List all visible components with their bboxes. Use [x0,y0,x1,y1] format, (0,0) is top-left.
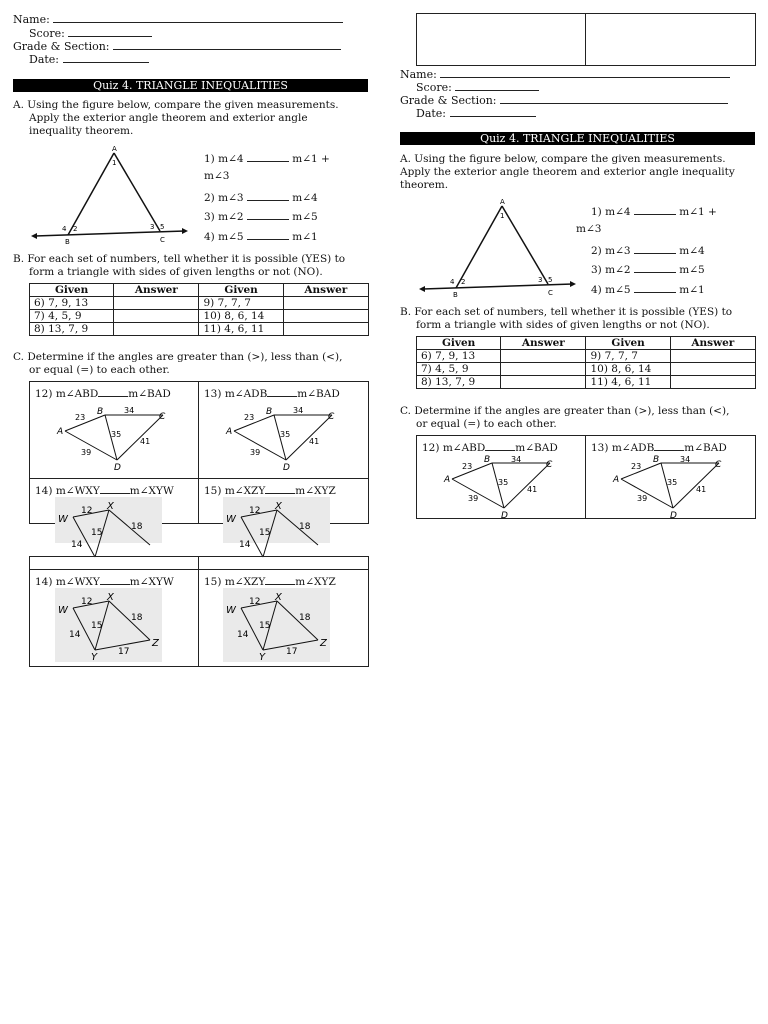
svg-text:D: D [114,463,121,473]
question-12: 12) m∠ABD m∠BAD [422,442,558,454]
answer-blank[interactable] [247,190,289,201]
answer-blank[interactable] [634,262,676,273]
svg-text:X: X [107,501,114,512]
score-box [416,13,756,66]
item-4: 4) m∠5 m∠1 [204,231,318,243]
answer-cell[interactable] [501,363,586,376]
item-2: 2) m∠3 m∠4 [204,192,318,204]
svg-text:Z: Z [152,638,159,649]
svg-text:34: 34 [293,406,304,415]
part-c-instruction: C. Determine if the angles are greater than (>), less than (<), or equal (=) to each other. [400,405,730,430]
quiz-title: Quiz 4. TRIANGLE INEQUALITIES [400,132,755,145]
svg-text:A: A [444,475,451,485]
answer-cell[interactable] [283,297,368,310]
svg-text:18: 18 [299,613,311,623]
svg-text:39: 39 [637,494,648,503]
svg-text:39: 39 [468,494,479,503]
question-13: 13) m∠ADB m∠BAD [591,442,727,454]
answer-blank[interactable] [654,440,684,451]
svg-text:C: C [546,460,553,470]
part-a-instruction: A. Using the figure below, compare the given measurements. Apply the exterior angle theorem and exterior angle inequality theorem. [400,153,735,191]
date-field[interactable] [29,52,149,66]
svg-text:18: 18 [131,522,143,532]
answer-cell[interactable] [670,376,755,389]
table-row: 8) 13, 7, 9 11) 4, 6, 11 [417,376,756,389]
answer-cell[interactable] [501,350,586,363]
svg-text:14: 14 [71,540,83,550]
question-13: 13) m∠ADB m∠BAD [204,388,340,400]
grade-field[interactable] [13,39,341,53]
svg-text:35: 35 [280,430,291,439]
grade-field[interactable]: Grade & Section: [400,93,728,107]
svg-text:23: 23 [244,413,255,422]
score-label: Score: [29,27,65,40]
part-b-instruction: B. For each set of numbers, tell whether it is possible (YES) to form a triangle with sides of given lengths or not (NO). [13,253,346,278]
name-field[interactable]: Name: [400,67,730,81]
svg-text:34: 34 [511,455,522,464]
answer-blank[interactable] [485,440,515,451]
svg-text:B: B [484,455,491,465]
svg-text:41: 41 [309,437,320,446]
answer-blank[interactable] [267,386,297,397]
table-row: 8) 13, 7, 9 11) 4, 6, 11 [30,323,369,336]
item-3: 3) m∠2 m∠5 [591,264,705,276]
svg-text:14: 14 [69,630,81,640]
svg-text:2: 2 [461,278,466,286]
quadrilateral-wxyz-figure [223,588,330,662]
answer-blank[interactable] [634,204,676,215]
svg-text:5: 5 [548,276,553,284]
svg-text:12: 12 [249,597,261,607]
svg-text:3: 3 [538,276,543,284]
svg-text:23: 23 [75,413,86,422]
svg-text:A: A [500,198,505,206]
svg-text:39: 39 [250,448,261,457]
question-15: 15) m∠XZY m∠XYZ [204,485,336,497]
svg-text:B: B [65,238,70,246]
answer-cell[interactable] [283,310,368,323]
svg-text:15: 15 [91,621,103,631]
date-field[interactable]: Date: [416,106,536,120]
svg-text:W: W [226,514,236,525]
svg-text:23: 23 [462,462,473,471]
question-14: 14) m∠WXY m∠XYW [35,576,174,588]
svg-text:2: 2 [73,225,78,233]
svg-text:A: A [112,145,117,153]
svg-text:17: 17 [286,647,298,657]
answer-blank[interactable] [247,151,289,162]
svg-text:D: D [283,463,290,473]
grade-label: Grade & Section: [13,40,110,53]
svg-text:34: 34 [680,455,691,464]
svg-text:C: C [328,412,335,422]
answer-cell[interactable] [283,323,368,336]
part-b-table: Given Answer Given Answer 6) 7, 9, 13 9) 7, 7, 7 7) 4, 5, 9 10) 8, 6, 14 8) 13, 7, 9 11) 4, 6, 11 [416,336,756,389]
item-3: 3) m∠2 m∠5 [204,211,318,223]
svg-text:5: 5 [160,223,165,231]
svg-text:C: C [160,236,165,244]
answer-blank[interactable] [247,209,289,220]
svg-text:15: 15 [259,621,271,631]
svg-text:C: C [715,460,722,470]
date-label: Date: [29,53,60,66]
triangle-abc-figure [418,196,583,301]
quadrilateral-wxyz-figure [55,588,162,662]
answer-blank[interactable] [247,229,289,240]
answer-cell[interactable] [114,297,199,310]
svg-text:1: 1 [500,212,505,220]
svg-text:W: W [58,605,68,616]
question-12: 12) m∠ABD m∠BAD [35,388,171,400]
svg-text:X: X [275,592,282,603]
triangle-abd-figure [442,455,562,519]
table-row: 7) 4, 5, 9 10) 8, 6, 14 [417,363,756,376]
quiz-title: Quiz 4. TRIANGLE INEQUALITIES [13,79,368,92]
svg-text:18: 18 [131,613,143,623]
svg-text:12: 12 [249,506,261,516]
part-c-instruction: C. Determine if the angles are greater than (>), less than (<), or equal (=) to each other. [13,351,343,376]
svg-text:39: 39 [81,448,92,457]
answer-blank[interactable] [265,483,295,494]
svg-text:12: 12 [81,597,93,607]
svg-text:23: 23 [631,462,642,471]
part-b-instruction: B. For each set of numbers, tell whether it is possible (YES) to form a triangle with sides of given lengths or not (NO). [400,306,733,331]
svg-text:15: 15 [259,528,271,538]
item-1: 1) m∠4 m∠1 + [591,206,717,218]
svg-text:1: 1 [112,159,117,167]
part-b-table: Given Answer Given Answer 6) 7, 9, 13 9) 7, 7, 7 7) 4, 5, 9 10) 8, 6, 14 8) 13, 7, 9 11) 4, 6, 11 [29,283,369,336]
svg-text:4: 4 [450,278,455,286]
svg-text:B: B [453,291,458,299]
svg-text:35: 35 [667,478,678,487]
item-1-cont: m∠3 [204,170,230,182]
item-1: 1) m∠4 m∠1 + [204,153,330,165]
svg-text:D: D [670,511,677,521]
answer-blank[interactable] [100,483,130,494]
svg-text:35: 35 [111,430,122,439]
table-row: 7) 4, 5, 9 10) 8, 6, 14 [30,310,369,323]
svg-text:B: B [266,407,273,417]
svg-text:17: 17 [118,647,130,657]
svg-text:A: A [613,475,620,485]
answer-cell[interactable] [114,310,199,323]
triangle-abd-figure [55,403,175,473]
svg-text:A: A [57,427,64,437]
svg-text:B: B [653,455,660,465]
triangle-abc-figure [30,143,195,248]
table-row: 6) 7, 9, 13 9) 7, 7, 7 [417,350,756,363]
svg-text:C: C [159,412,166,422]
answer-blank[interactable] [634,243,676,254]
answer-blank[interactable] [100,574,130,585]
question-15: 15) m∠XZY m∠XYZ [204,576,336,588]
triangle-abd-figure [224,403,344,473]
svg-text:X: X [275,501,282,512]
quadrilateral-wxyz-figure-cropped [223,497,330,550]
answer-cell[interactable] [501,376,586,389]
svg-text:12: 12 [81,506,93,516]
table-row: 6) 7, 9, 13 9) 7, 7, 7 [30,297,369,310]
score-field[interactable]: Score: [416,80,539,94]
answer-blank[interactable] [634,282,676,293]
triangle-abd-figure [611,455,731,519]
svg-text:W: W [58,514,68,525]
svg-text:34: 34 [124,406,135,415]
svg-text:A: A [226,427,233,437]
svg-text:X: X [107,592,114,603]
answer-cell[interactable] [670,363,755,376]
name-label: Name: [13,13,50,26]
svg-text:3: 3 [150,223,155,231]
svg-text:4: 4 [62,225,67,233]
svg-text:14: 14 [239,540,251,550]
svg-text:D: D [501,511,508,521]
svg-text:41: 41 [696,485,707,494]
svg-text:41: 41 [527,485,538,494]
svg-text:Y: Y [259,652,266,663]
quadrilateral-wxyz-figure-cropped [55,497,162,550]
answer-blank[interactable] [98,386,128,397]
svg-text:B: B [97,407,104,417]
name-field[interactable] [13,12,343,26]
answer-blank[interactable] [265,574,295,585]
item-2: 2) m∠3 m∠4 [591,245,705,257]
svg-text:Y: Y [91,652,98,663]
svg-text:41: 41 [140,437,151,446]
svg-text:18: 18 [299,522,311,532]
svg-text:W: W [226,605,236,616]
part-a-instruction: A. Using the figure below, compare the given measurements. Apply the exterior angle theorem and exterior angle inequality theorem. [13,99,339,137]
answer-cell[interactable] [114,323,199,336]
item-1-cont: m∠3 [576,223,602,235]
svg-text:C: C [548,289,553,297]
score-field[interactable] [29,26,152,40]
svg-text:14: 14 [237,630,249,640]
svg-text:35: 35 [498,478,509,487]
answer-cell[interactable] [670,350,755,363]
item-4: 4) m∠5 m∠1 [591,284,705,296]
svg-text:15: 15 [91,528,103,538]
question-14: 14) m∠WXY m∠XYW [35,485,174,497]
svg-text:Z: Z [320,638,327,649]
